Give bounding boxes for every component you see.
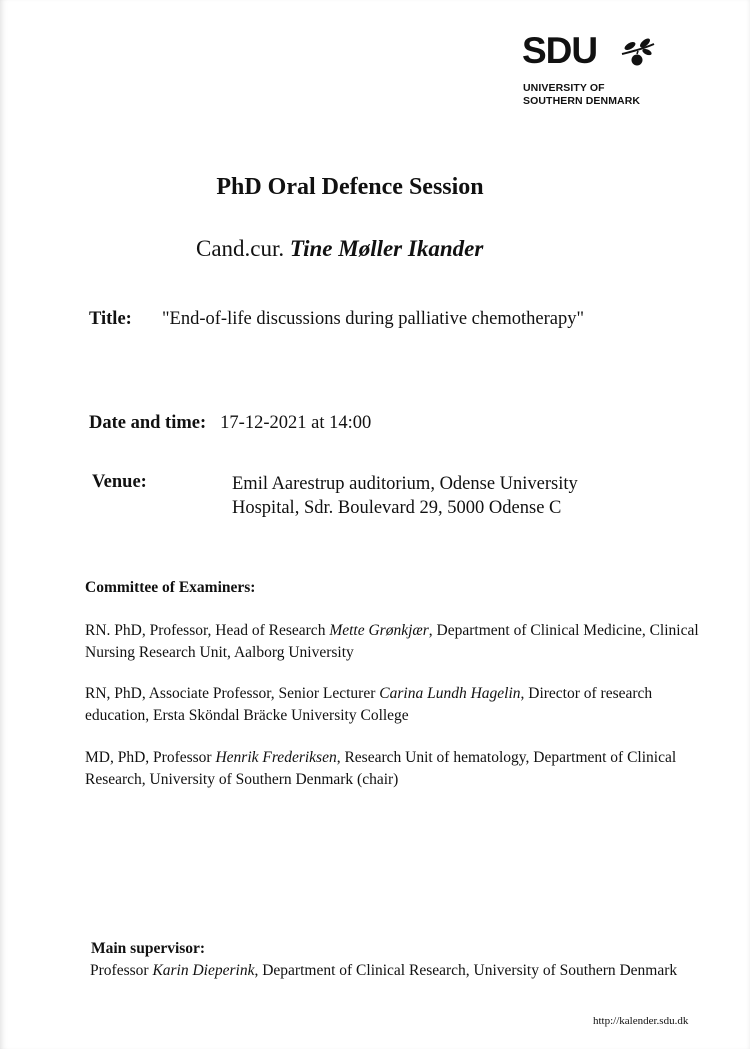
title-label: Title: — [89, 309, 132, 329]
candidate-name: Tine Møller Ikander — [289, 236, 484, 261]
committee-member — [85, 747, 710, 791]
member-affiliation: , Research Unit of hematology, Department of Clinical Research, University of Southern Denmark (chair) — [85, 749, 677, 788]
venue-line1: Emil Aarestrup auditorium, Odense University — [232, 474, 578, 494]
candidate-prefix: Cand.cur. — [196, 236, 285, 261]
member-affiliation: , Department of Clinical Medicine, Clinical Nursing Research Unit, Aalborg University — [85, 622, 699, 661]
logo-subtitle — [523, 82, 640, 108]
member-role: MD, PhD, Professor — [85, 749, 216, 766]
committee-member — [85, 683, 710, 727]
member-name: Carina Lundh Hagelin — [379, 685, 521, 702]
olive-branch-icon — [620, 36, 656, 66]
logo-subtitle-line2: SOUTHERN DENMARK — [523, 95, 641, 107]
supervisor-heading: Main supervisor: — [91, 940, 206, 957]
logo-wordmark: SDU — [522, 30, 598, 71]
member-name: Henrik Frederiksen — [215, 749, 337, 766]
page-title: PhD Oral Defence Session — [216, 174, 484, 200]
venue-line2: Hospital, Sdr. Boulevard 29, 5000 Odense C — [232, 498, 562, 518]
committee-heading: Committee of Examiners: — [85, 579, 256, 596]
date-time-label: Date and time: — [89, 413, 207, 433]
member-affiliation: , Director of research education, Ersta Sköndal Bräcke University College — [85, 685, 653, 724]
supervisor-name: Karin Dieperink — [152, 962, 255, 979]
member-name: Mette Grønkjær — [329, 622, 429, 639]
footer-url: http://kalender.sdu.dk — [593, 1015, 689, 1027]
member-role: RN. PhD, Professor, Head of Research — [85, 622, 330, 639]
date-time-row — [89, 413, 371, 434]
supervisor-affiliation: , Department of Clinical Research, University of Southern Denmark — [254, 962, 678, 979]
venue-value — [232, 472, 578, 520]
supervisor-details — [90, 960, 690, 982]
venue-label: Venue: — [92, 472, 147, 492]
date-time-value: 17-12-2021 at 14:00 — [220, 413, 372, 433]
logo-subtitle-line1: UNIVERSITY OF — [523, 82, 605, 94]
member-role: RN, PhD, Associate Professor, Senior Lecturer — [85, 685, 380, 702]
thesis-title: "End-of-life discussions during palliative chemotherapy" — [162, 309, 584, 329]
sdu-logo — [522, 30, 662, 110]
supervisor-role: Professor — [90, 962, 153, 979]
committee-member — [85, 620, 710, 664]
candidate-line — [196, 236, 483, 262]
